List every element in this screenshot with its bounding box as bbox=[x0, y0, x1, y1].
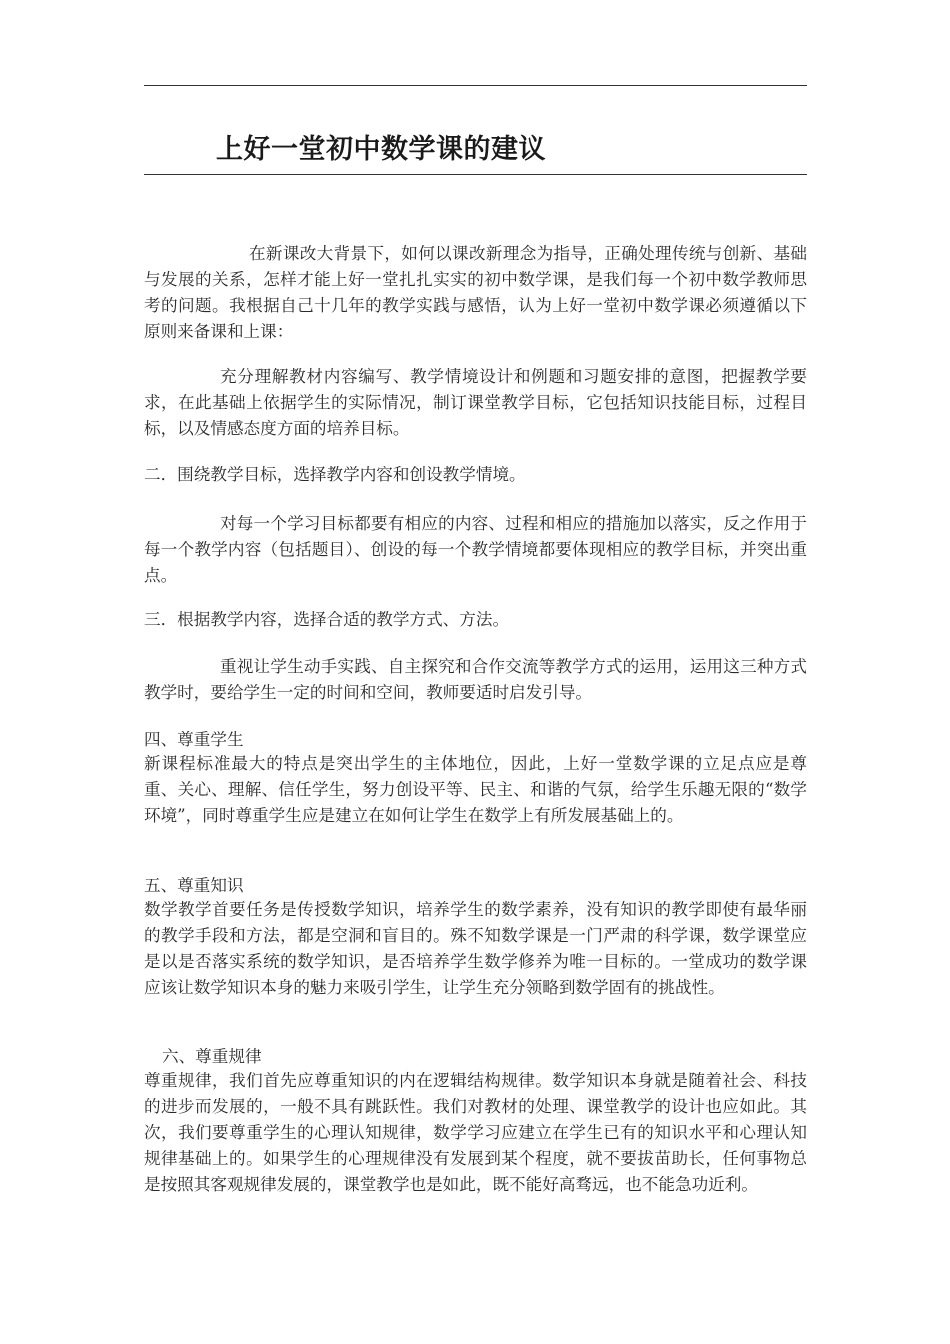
section4-heading: 四、尊重学生 bbox=[144, 730, 244, 749]
intro-paragraph: 在新课改大背景下，如何以课改新理念为指导，正确处理传统与创新、基础与发展的关系，怎样才能上好一堂扎扎实实的初中数学课，是我们每一个初中数学教师思考的问题。我根据自己十几年的教学实践与感悟，认为上好一堂初中数学课必须遵循以下原则来备课和上课： bbox=[144, 244, 807, 341]
section2-heading: 二．围绕教学目标，选择教学内容和创设教学情境。 bbox=[144, 465, 526, 484]
section1-body: 充分理解教材内容编写、教学情境设计和例题和习题安排的意图，把握教学要求，在此基础上依据学生的实际情况，制订课堂教学目标，它包括知识技能目标，过程目标，以及情感态度方面的培养目标。 bbox=[144, 367, 807, 438]
section6-heading: 六、尊重规律 bbox=[162, 1047, 262, 1066]
section3-heading: 三．根据教学内容，选择合适的教学方式、方法。 bbox=[144, 610, 510, 629]
section5-heading: 五、尊重知识 bbox=[144, 876, 244, 895]
section3-body: 重视让学生动手实践、自主探究和合作交流等教学方式的运用，运用这三种方式教学时，要给学生一定的时间和空间，教师要适时启发引导。 bbox=[144, 657, 807, 702]
document-title: 上好一堂初中数学课的建议 bbox=[216, 134, 546, 165]
title-underline bbox=[144, 174, 807, 175]
top-rule bbox=[144, 85, 807, 86]
section4-body: 新课程标准最大的特点是突出学生的主体地位，因此，上好一堂数学课的立足点应是尊重、关心、理解、信任学生，努力创设平等、民主、和谐的气氛，给学生乐趣无限的“数学环境”，同时尊重学生应是建立在如何让学生在数学上有所发展基础上的。 bbox=[144, 754, 807, 825]
section6-body: 尊重规律，我们首先应尊重知识的内在逻辑结构规律。数学知识本身就是随着社会、科技的进步而发展的，一般不具有跳跃性。我们对教材的处理、课堂教学的设计也应如此。其次，我们要尊重学生的心理认知规律，数学学习应建立在学生已有的知识水平和心理认知规律基础上的。如果学生的心理规律没有发展到某个程度，就不要拔苗助长，任何事物总是按照其客观规律发展的，课堂教学也是如此，既不能好高骛远，也不能急功近利。 bbox=[144, 1071, 807, 1194]
section5-body: 数学教学首要任务是传授数学知识，培养学生的数学素养，没有知识的教学即使有最华丽的教学手段和方法，都是空洞和盲目的。殊不知数学课是一门严肃的科学课，数学课堂应是以是否落实系统的数学知识，是否培养学生数学修养为唯一目标的。一堂成功的数学课应该让数学知识本身的魅力来吸引学生，让学生充分领略到数学固有的挑战性。 bbox=[144, 900, 807, 997]
section2-body: 对每一个学习目标都要有相应的内容、过程和相应的措施加以落实，反之作用于每一个教学内容（包括题目）、创设的每一个教学情境都要体现相应的教学目标，并突出重点。 bbox=[144, 514, 807, 585]
